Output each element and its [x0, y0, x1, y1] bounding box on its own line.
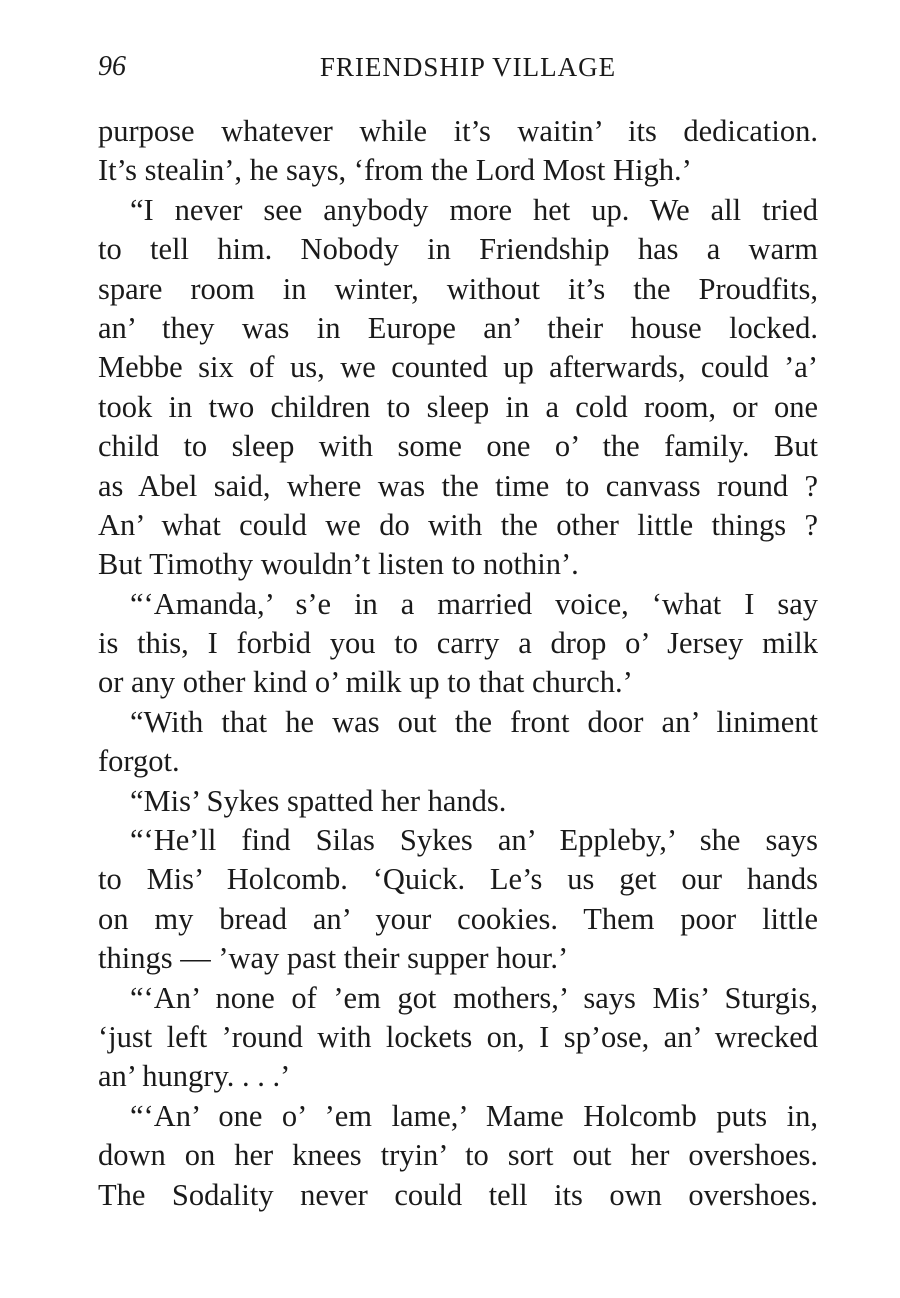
text-line: Mebbe six of us, we counted up afterwards, could ’a’: [98, 350, 818, 385]
running-head: [98, 50, 818, 84]
text-line: “‘An’ one o’ ’em lame,’ Mame Holcomb puts in,: [130, 1098, 818, 1133]
text-line: But Timothy wouldn’t listen to nothin’.: [98, 547, 579, 582]
text-line: “‘He’ll find Silas Sykes an’ Eppleby,’ she says: [130, 823, 818, 858]
text-line: forgot.: [98, 744, 180, 779]
text-line: to Mis’ Holcomb. ‘Quick. Le’s us get our hands: [98, 862, 818, 897]
text-line: child to sleep with some one o’ the family. But: [98, 429, 818, 464]
text-line: “Mis’ Sykes spatted her hands.: [130, 783, 507, 818]
text-line: It’s stealin’, he says, ‘from the Lord Most High.’: [98, 153, 692, 188]
text-line: an’ hungry. . . .’: [98, 1059, 291, 1094]
text-line: on my bread an’ your cookies. Them poor little: [98, 901, 818, 936]
text-line: The Sodality never could tell its own overshoes.: [98, 1177, 818, 1212]
text-line: spare room in winter, without it’s the Proudfits,: [98, 271, 818, 306]
page-number: 96: [98, 51, 126, 82]
text-line: to tell him. Nobody in Friendship has a warm: [98, 232, 818, 267]
text-line: “‘An’ none of ’em got mothers,’ says Mis’ Sturgis,: [130, 980, 818, 1015]
text-line: ‘just left ’round with lockets on, I sp’ose, an’ wrecked: [98, 1019, 818, 1054]
text-line: took in two children to sleep in a cold room, or one: [98, 389, 818, 424]
text-line: an’ they was in Europe an’ their house locked.: [98, 310, 818, 345]
text-line: is this, I forbid you to carry a drop o’ Jersey milk: [98, 626, 818, 661]
text-line: as Abel said, where was the time to canvass round ?: [98, 468, 818, 503]
text-line: “With that he was out the front door an’ liniment: [130, 704, 818, 739]
text-line: purpose whatever while it’s waitin’ its dedication.: [98, 114, 818, 148]
text-line: things — ’way past their supper hour.’: [98, 941, 569, 976]
body-text: [98, 112, 818, 1215]
text-line: “‘Amanda,’ s’e in a married voice, ‘what I say: [130, 586, 818, 621]
book-title: FRIENDSHIP VILLAGE: [319, 52, 617, 82]
text-line: “I never see anybody more het up. We all tried: [130, 192, 818, 227]
text-line: An’ what could we do with the other little things ?: [98, 507, 818, 542]
text-line: down on her knees tryin’ to sort out her overshoes.: [98, 1138, 818, 1173]
text-line: or any other kind o’ milk up to that church.’: [98, 665, 633, 700]
